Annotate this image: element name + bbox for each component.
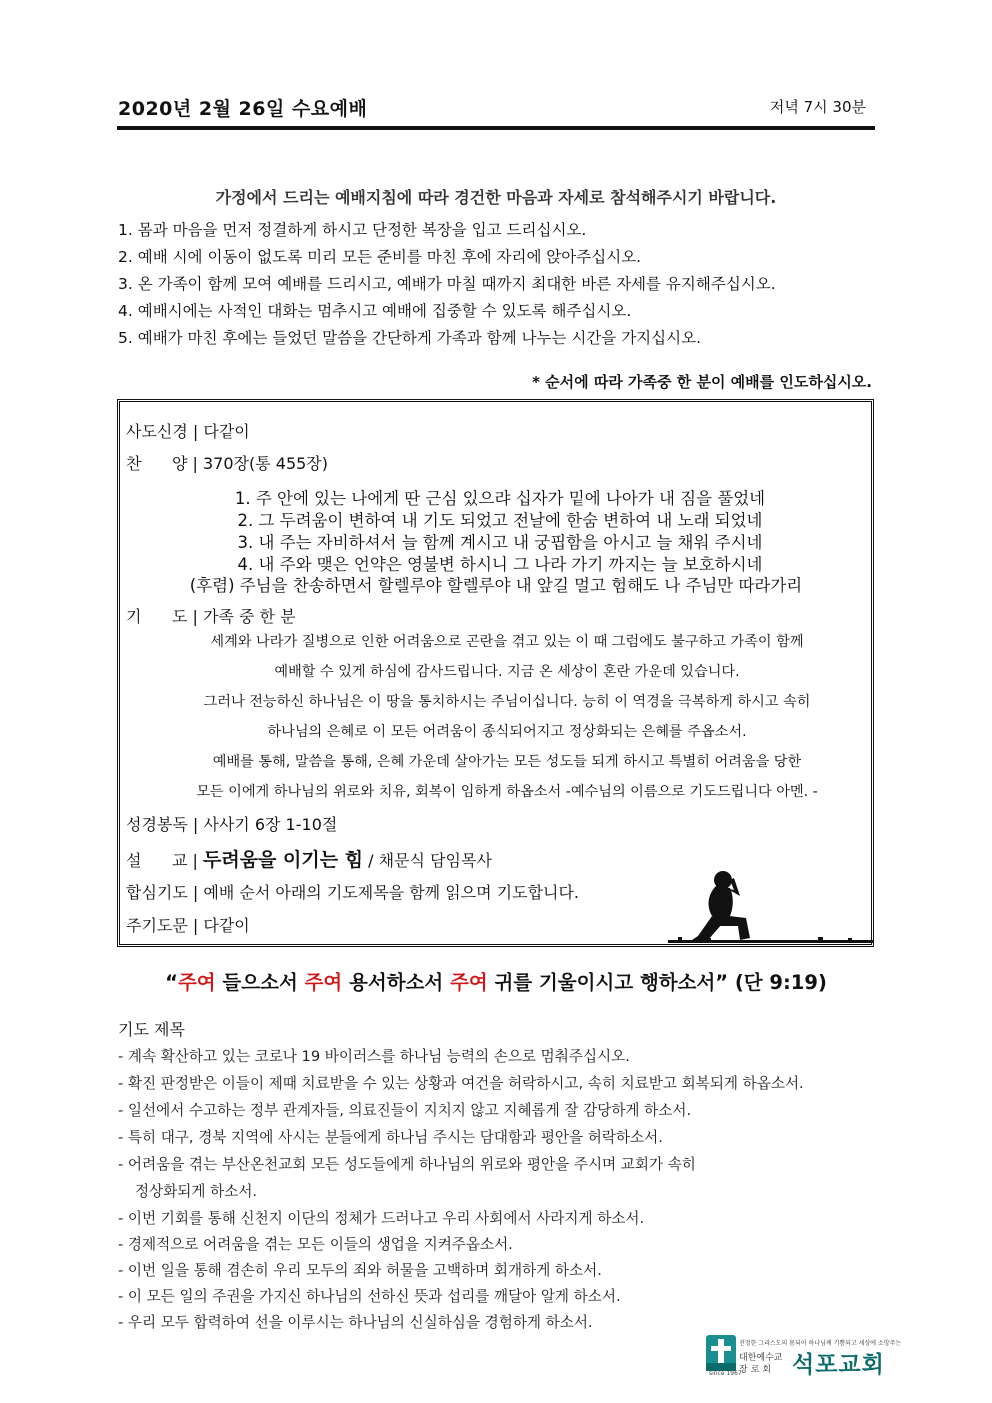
verse-open-quote: “	[165, 971, 178, 994]
prayer-topics-heading: 기도 제목	[118, 1020, 185, 1039]
prayer-topic: - 확진 판정받은 이들이 제때 치료받을 수 있는 상황과 여건을 허락하시고, 속히 치료받고 회복되게 하옵소서.	[118, 1075, 804, 1092]
prayer-line: 그러나 전능하신 하나님은 이 땅을 통치하시는 주님이십니다. 능히 이 역경을 극복하게 하시고 속히	[203, 694, 811, 710]
featured-verse	[0, 967, 992, 995]
prayer-line: 모든 이에게 하나님의 위로와 치유, 회복이 임하게 하옵소서 -예수님의 이름으로 기도드립니다 아멘. -	[196, 784, 818, 800]
sermon-title: 두려움을 이기는 힘	[203, 849, 364, 871]
hymn-chorus: (후렴) 주님을 찬송하면서 할렐루야 할렐루야 내 앞길 멀고 험해도 나 주님만 따라가리	[189, 576, 803, 595]
verse-text: 들으소서	[215, 971, 305, 994]
guide-item: 4. 예배시에는 사적인 대화는 멈추시고 예배에 집중할 수 있도록 해주십시오.	[118, 302, 632, 320]
service-time: 저녁 7시 30분	[769, 98, 866, 116]
church-name: 석포교회	[792, 1352, 885, 1378]
verse-word-lord: 주여	[304, 971, 343, 994]
hymn-line: 3. 내 주는 자비하셔서 늘 함께 계시고 내 궁핍함을 아시고 늘 채워 주시네	[237, 533, 763, 552]
church-denomination: 장로회	[739, 1365, 775, 1375]
guide-intro: 가정에서 드리는 예배지침에 따라 경건한 마음과 자세로 참석해주시기 바랍니다.	[215, 188, 777, 207]
praying-figure-icon	[668, 866, 874, 946]
guide-item: 2. 예배 시에 이동이 없도록 미리 모든 준비를 마친 후에 자리에 앉아주십시오.	[118, 248, 642, 266]
page-title: 2020년 2월 26일 수요예배	[118, 98, 368, 120]
prayer-topic: - 특히 대구, 경북 지역에 사시는 분들에게 하나님 주시는 담대함과 평안을 허락하소서.	[118, 1129, 663, 1146]
prayer-line: 예배를 통해, 말씀을 통해, 은혜 가운데 살아가는 모든 성도들 되게 하시고 특별히 어려움을 당한	[212, 754, 802, 770]
prayer-topic: - 어려움을 겪는 부산온천교회 모든 성도들에게 하나님의 위로와 평안을 주시며 교회가 속히	[118, 1156, 696, 1173]
lead-note: * 순서에 따라 가족중 한 분이 예배를 인도하십시오.	[532, 373, 872, 391]
guide-item: 5. 예배가 마친 후에는 들었던 말씀을 간단하게 가족과 함께 나누는 시간을 가지십시오.	[118, 329, 701, 347]
church-denomination: 대한예수교	[739, 1353, 783, 1363]
guide-item: 1. 몸과 마음을 먼저 정결하게 하시고 단정한 복장을 입고 드리십시오.	[118, 221, 587, 239]
hymn-line: 4. 내 주와 맺은 언약은 영불변 하시니 그 나라 가기 까지는 늘 보호하시네	[237, 555, 763, 574]
order-creed: 사도신경 | 다같이	[126, 422, 250, 441]
prayer-topic: - 이번 기회를 통해 신천지 이단의 정체가 드러나고 우리 사회에서 사라지게 하소서.	[118, 1210, 645, 1227]
hymn-line: 2. 그 두려움이 변하여 내 기도 되었고 전날에 한숨 변하여 내 노래 되었네	[237, 511, 763, 530]
prayer-topic: - 우리 모두 합력하여 선을 이루시는 하나님의 신실하심을 경험하게 하소서.	[118, 1314, 593, 1331]
order-lords-prayer: 주기도문 | 다같이	[126, 916, 250, 935]
church-cross-icon	[706, 1335, 736, 1371]
prayer-topic: - 이 모든 일의 주권을 가지신 하나님의 선하신 뜻과 섭리를 깨달아 알게 하소서.	[118, 1288, 621, 1305]
hymn-line: 1. 주 안에 있는 나에게 딴 근심 있으랴 십자가 밑에 나아가 내 짐을 풀었네	[234, 489, 766, 508]
verse-text: 용서하소서	[342, 971, 451, 994]
order-hymn: 찬 양 | 370장(통 455장)	[126, 454, 329, 473]
prayer-line: 세계와 나라가 질병으로 인한 어려움으로 곤란을 겪고 있는 이 때 그럼에도 불구하고 가족이 함께	[210, 634, 804, 650]
church-since: since 1967	[709, 1370, 742, 1377]
order-scripture: 성경봉독 | 사사기 6장 1-10절	[126, 815, 338, 834]
order-prayer: 기 도 | 가족 중 한 분	[126, 607, 296, 626]
verse-word-lord: 주여	[177, 971, 216, 994]
order-unison-prayer: 합심기도 | 예배 순서 아래의 기도제목을 함께 읽으며 기도합니다.	[126, 883, 580, 902]
guide-item: 3. 온 가족이 함께 모여 예배를 드리시고, 예배가 마칠 때까지 최대한 바른 자세를 유지해주십시오.	[118, 275, 776, 293]
header-divider	[117, 126, 875, 130]
prayer-line: 예배할 수 있게 하심에 감사드립니다. 지금 온 세상이 혼란 가운데 있습니다.	[274, 664, 740, 680]
prayer-topic-continued: 정상화되게 하소서.	[135, 1183, 258, 1200]
verse-word-lord: 주여	[450, 971, 488, 994]
verse-text: 귀를 기울이시고 행하소서”	[487, 971, 729, 994]
prayer-topic: - 계속 확산하고 있는 코로나 19 바이러스를 하나님 능력의 손으로 멈춰주십시오.	[118, 1048, 630, 1065]
verse-reference: (단 9:19)	[728, 971, 827, 994]
prayer-topic: - 일선에서 수고하는 정부 관계자들, 의료진들이 지치지 않고 지혜롭게 잘 감당하게 하소서.	[118, 1102, 692, 1119]
prayer-line: 하나님의 은혜로 이 모든 어려움이 종식되어지고 정상화되는 은혜를 주옵소서.	[267, 724, 747, 740]
sermon-preacher: / 채문식 담임목사	[363, 851, 492, 870]
prayer-topic: - 경제적으로 어려움을 겪는 모든 이들의 생업을 지켜주옵소서.	[118, 1236, 513, 1253]
order-sermon	[126, 845, 492, 872]
sermon-label: 설 교 |	[126, 851, 203, 870]
prayer-topic: - 이번 일을 통해 겸손히 우리 모두의 죄와 허물을 고백하며 회개하게 하소서.	[118, 1262, 602, 1279]
church-tagline: 진정한 그리스도의 몸되어 하나님께 기쁨되고 세상에 소망주는	[739, 1340, 902, 1347]
